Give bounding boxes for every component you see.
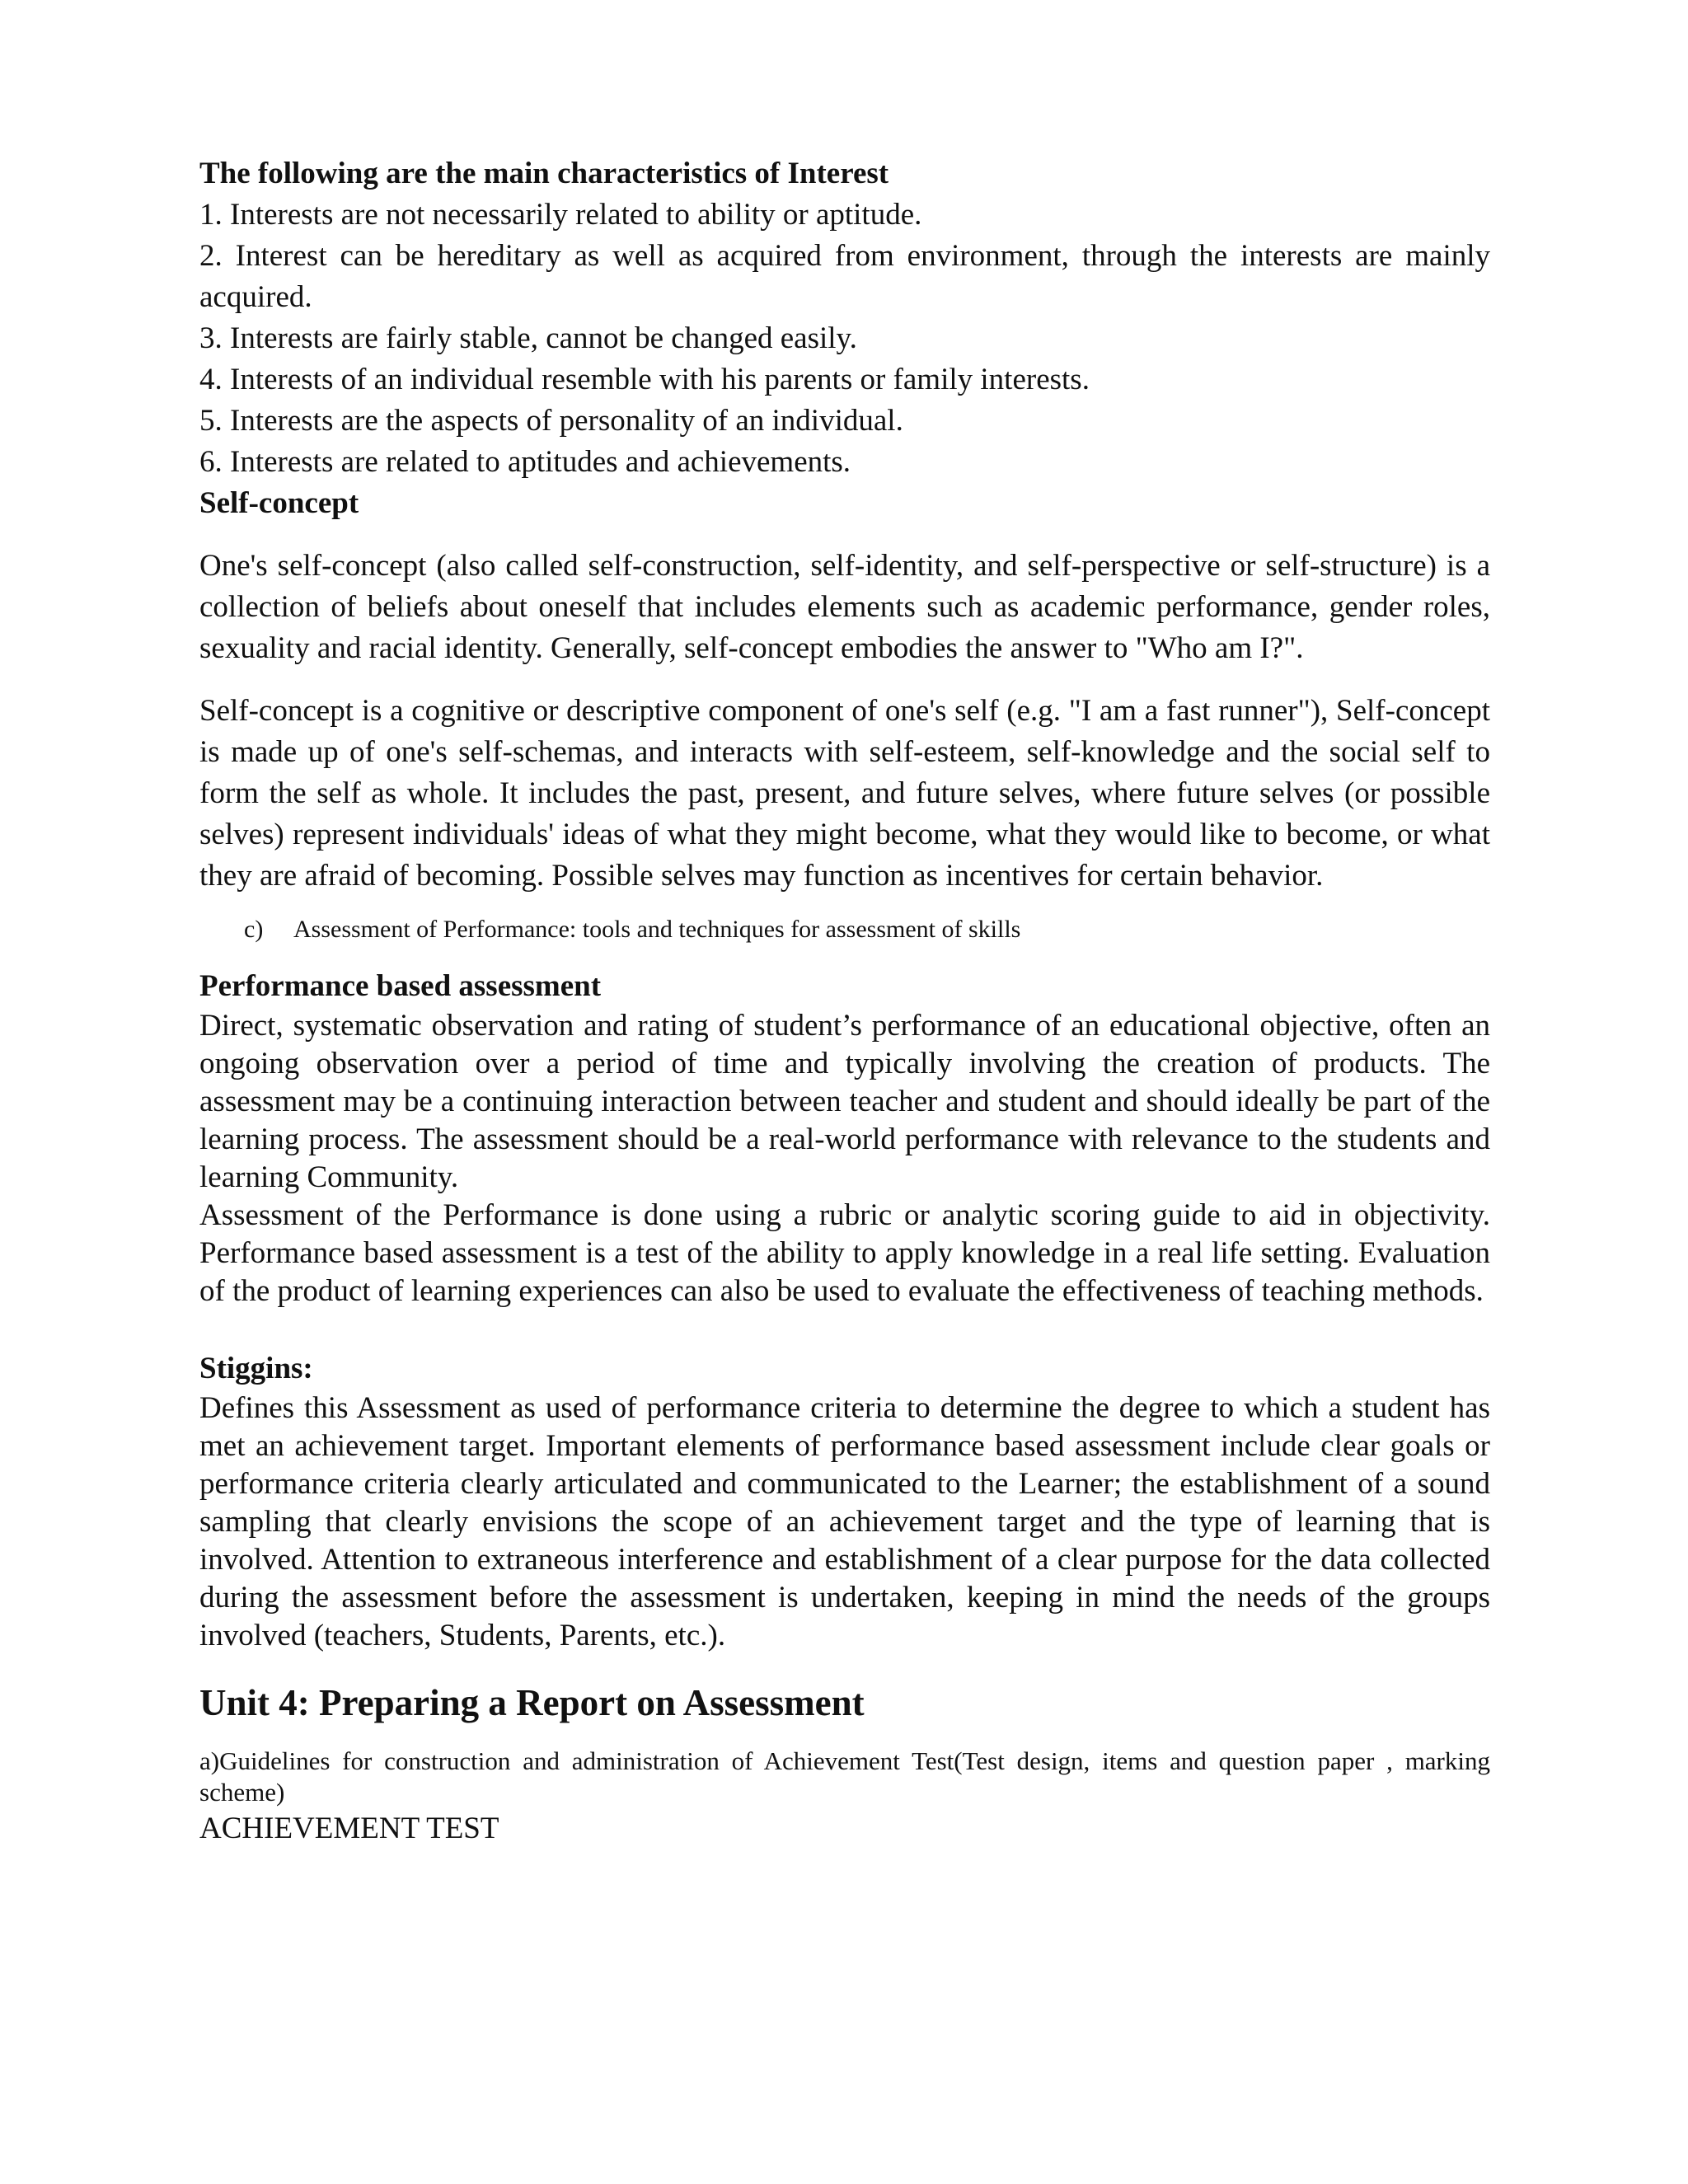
stiggins-heading: Stiggins: — [199, 1352, 313, 1385]
section-c-item — [199, 913, 1490, 946]
interest-item-1: 1. Interests are not necessarily related to ability or aptitude. — [199, 198, 922, 232]
self-concept-paragraph-1: One's self-concept (also called self-construction, self-identity, and self-perspective or self-structure) is a collection of beliefs about oneself that includes elements such as academic performance, gender roles, sexuality and racial identity. Generally, self-concept embodies the answer to "Who am I?". — [199, 549, 1490, 665]
unit4-title: Unit 4: Preparing a Report on Assessment — [199, 1682, 865, 1723]
document-page — [199, 153, 1490, 1849]
self-concept-heading: Self-concept — [199, 486, 359, 520]
self-concept-paragraph-2: Self-concept is a cognitive or descriptive component of one's self (e.g. "I am a fast runner"), Self-concept is made up of one's self-schemas, and interacts with self-esteem, self-knowledge and the social self to form the self as whole. It includes the past, present, and future selves, where future selves (or possible selves) represent individuals' ideas of what they might become, what they would like to become, or what they are afraid of becoming. Possible selves may function as incentives for certain behavior. — [199, 694, 1490, 893]
interest-item-2: 2. Interest can be hereditary as well as acquired from environment, through the interests are mainly acquired. — [199, 239, 1490, 314]
unit4-guidelines: a)Guidelines for construction and administration of Achievement Test(Test design, items and question paper , marking scheme) — [199, 1746, 1490, 1807]
stiggins-paragraph: Defines this Assessment as used of performance criteria to determine the degree to which a student has met an achievement target. Important elements of performance based assessment include clear goals or performance criteria clearly articulated and communicated to the Learner; the establishment of a sound sampling that clearly envisions the scope of an achievement target and the type of learning that is involved. Attention to extraneous interference and establishment of a clear purpose for the data collected during the assessment before the assessment is undertaken, keeping in mind the needs of the groups involved (teachers, Students, Parents, etc.). — [199, 1391, 1490, 1652]
section-c-text: Assessment of Performance: tools and techniques for assessment of skills — [293, 916, 1021, 943]
achievement-test-heading: ACHIEVEMENT TEST — [199, 1811, 499, 1845]
interest-item-5: 5. Interests are the aspects of personality of an individual. — [199, 404, 903, 438]
section-c-marker: c) — [244, 916, 264, 943]
interest-item-6: 6. Interests are related to aptitudes and achievements. — [199, 445, 851, 479]
interest-heading: The following are the main characteristics of Interest — [199, 157, 889, 190]
interest-item-3: 3. Interests are fairly stable, cannot be changed easily. — [199, 321, 857, 355]
interest-item-4: 4. Interests of an individual resemble with his parents or family interests. — [199, 363, 1090, 396]
performance-paragraph-1: Direct, systematic observation and rating of student’s performance of an educational objective, often an ongoing observation over a period of time and typically involving the creation of products. The assessment may be a continuing interaction between teacher and student and should ideally be part of the learning process. The assessment should be a real-world performance with relevance to the students and learning Community. — [199, 1009, 1490, 1194]
performance-paragraph-2: Assessment of the Performance is done using a rubric or analytic scoring guide to aid in objectivity. Performance based assessment is a test of the ability to apply knowledge in a real life setting. Evaluation of the product of learning experiences can also be used to evaluate the effectiveness of teaching methods. — [199, 1198, 1490, 1308]
performance-heading: Performance based assessment — [199, 969, 602, 1003]
